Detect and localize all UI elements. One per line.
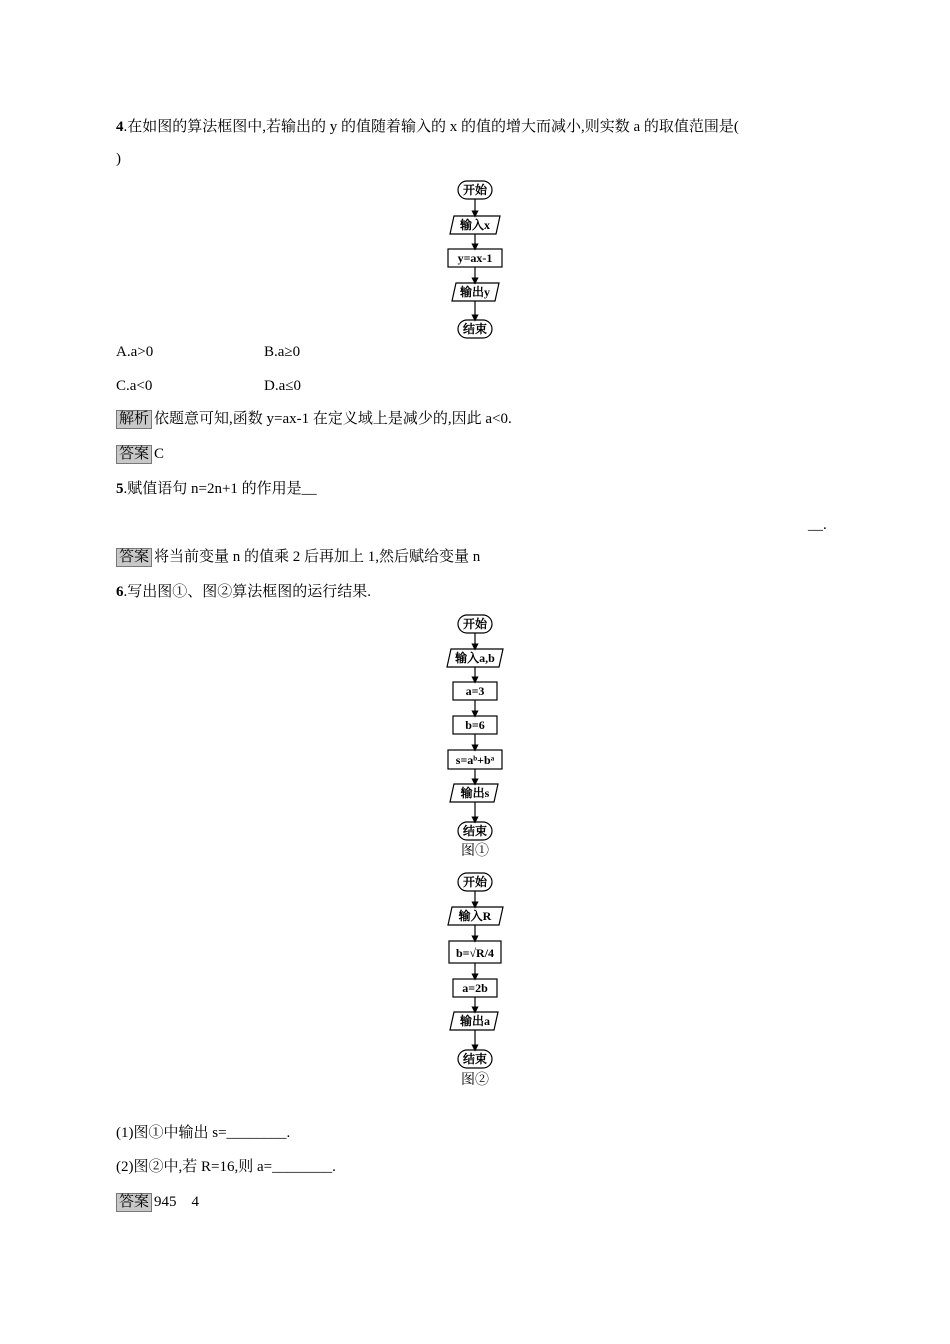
fc4-start: 开始	[462, 183, 488, 197]
q6-number: 6	[116, 584, 124, 600]
q5-answer-text: 将当前变量 n 的值乘 2 后再加上 1,然后赋给变量 n	[154, 549, 481, 565]
q4-number: 4	[116, 119, 124, 135]
answer-tag: 答案	[116, 445, 152, 464]
q4-option-d: D.a≤0	[264, 378, 301, 394]
fc1-output: 输出s	[460, 786, 490, 800]
fc4-end: 结束	[462, 322, 488, 336]
q6-sub2: (2)图②中,若 R=16,则 a=________.	[116, 1159, 336, 1175]
fc1-end: 结束	[462, 824, 488, 838]
fc2-input: 输入R	[458, 909, 492, 923]
fc2-assign-b: b=√R/4	[455, 946, 495, 960]
fc2-end: 结束	[462, 1052, 488, 1066]
q5-number: 5	[116, 481, 124, 497]
figure-1-caption: 图①	[461, 844, 489, 859]
fc2-assign-a: a=2b	[462, 981, 488, 995]
answer-tag: 答案	[116, 548, 152, 567]
q4-analysis-text: 依题意可知,函数 y=ax-1 在定义域上是减少的,因此 a<0.	[154, 411, 512, 427]
fc1-assign-b: b=6	[465, 718, 485, 732]
q4-answer-text: C	[154, 446, 165, 462]
q5-stem-text: .赋值语句 n=2n+1 的作用是__	[123, 481, 317, 497]
fc2-output: 输出a	[459, 1014, 491, 1028]
q6-answer	[116, 1192, 199, 1212]
q4-option-a: A.a>0	[116, 344, 154, 360]
q4-option-b: B.a≥0	[264, 344, 301, 360]
q5-blank-end: __.	[808, 517, 827, 533]
figure-2-caption: 图②	[461, 1073, 489, 1088]
q4-stem-cont: )	[116, 151, 121, 167]
q6-stem-text: .写出图①、图②算法框图的运行结果.	[123, 584, 372, 600]
fc1-assign-s: s=aᵇ+bᵃ	[455, 753, 495, 767]
fc4-output: 输出y	[459, 285, 491, 299]
answer-tag: 答案	[116, 1193, 152, 1212]
q6-sub1: (1)图①中输出 s=________.	[116, 1125, 291, 1141]
fc4-input: 输入x	[459, 218, 491, 232]
fc1-start: 开始	[462, 617, 488, 631]
fc1-input: 输入a,b	[455, 651, 495, 665]
fc2-start: 开始	[462, 875, 488, 889]
q6-answer-text: 945 4	[154, 1194, 200, 1210]
analysis-tag: 解析	[116, 410, 152, 429]
q4-stem-text: .在如图的算法框图中,若输出的 y 的值随着输入的 x 的值的增大而减小,则实数 a 的取值范围是(	[123, 119, 739, 135]
q4-option-c: C.a<0	[116, 378, 153, 394]
fc4-process: y=ax-1	[457, 251, 493, 265]
fc1-assign-a: a=3	[465, 684, 485, 698]
